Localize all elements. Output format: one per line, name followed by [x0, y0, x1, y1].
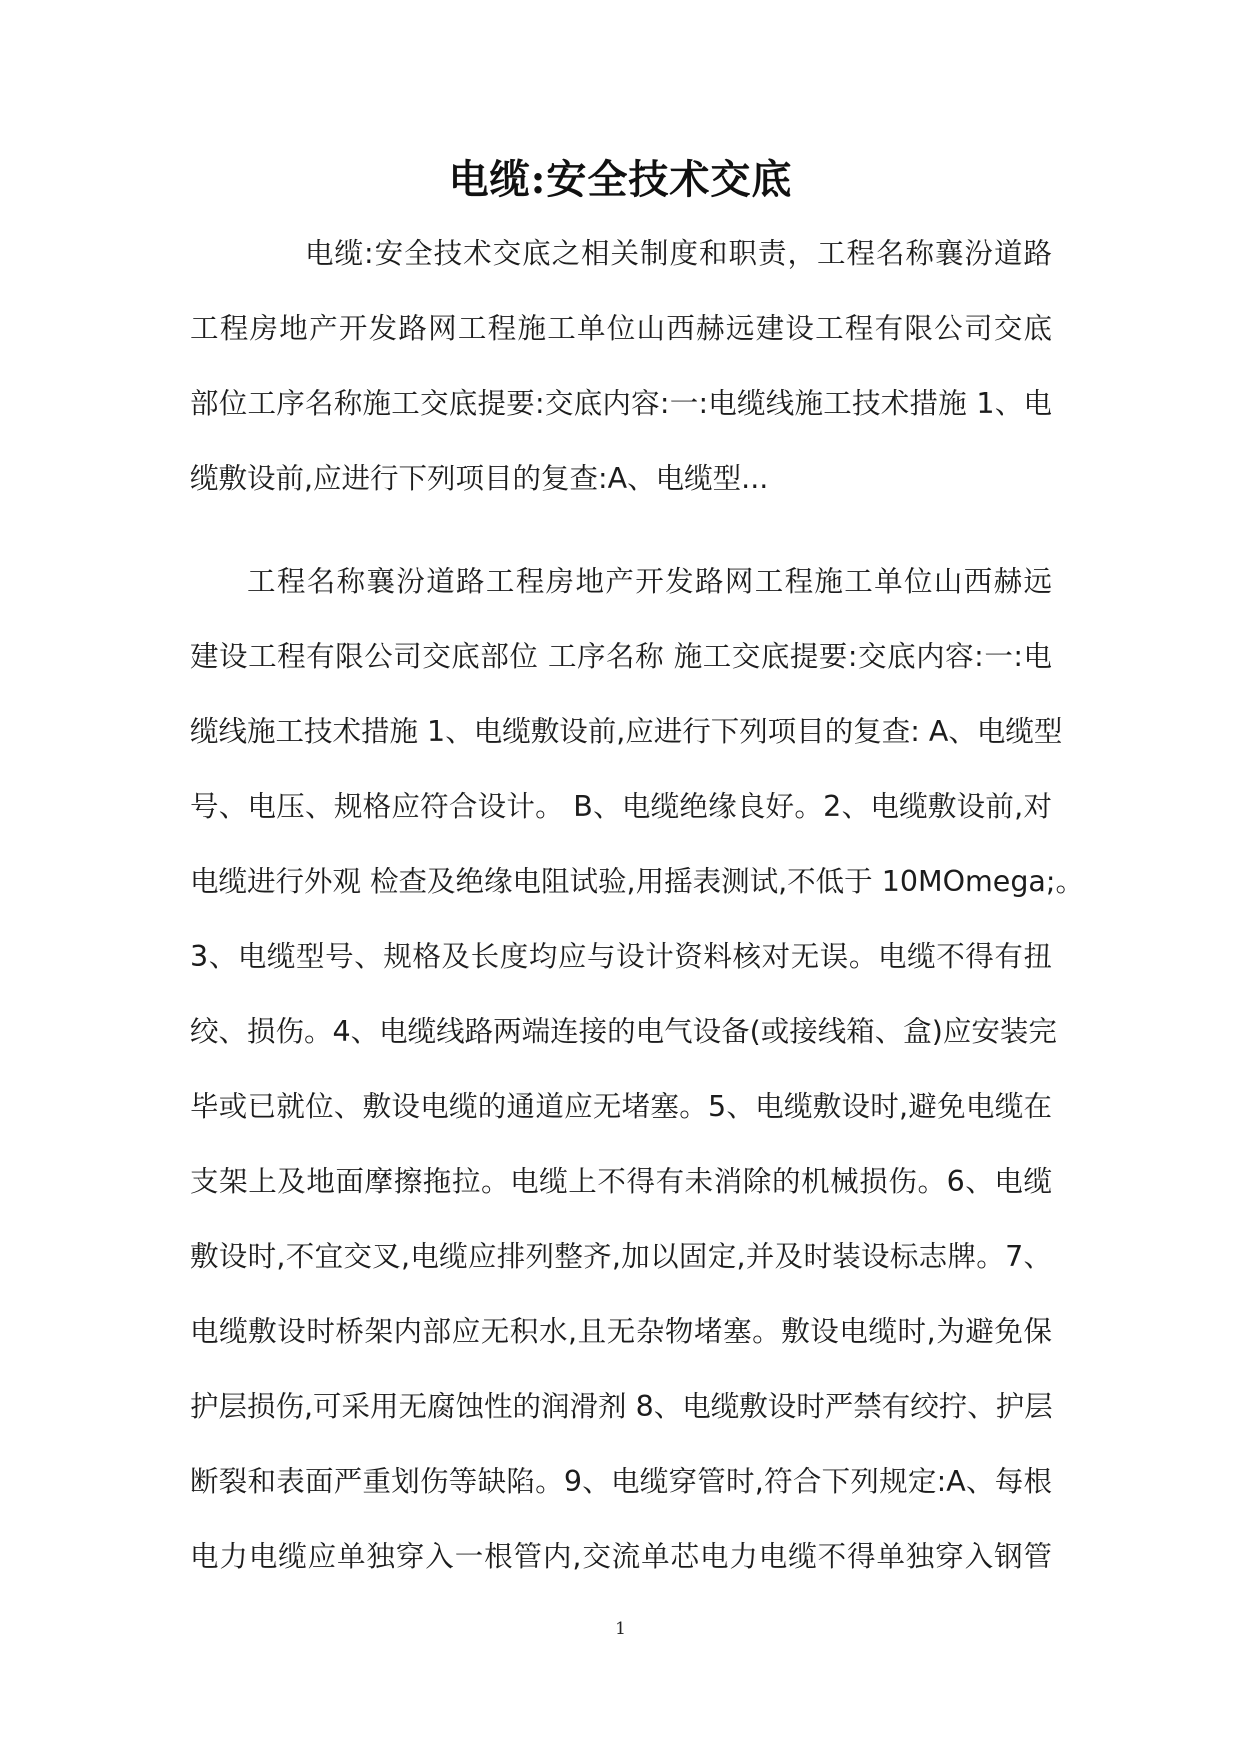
text-line: 缆敷设前,应进行下列项目的复查:A、电缆型...: [190, 462, 769, 495]
text-line: 工程名称襄汾道路工程房地产开发路网工程施工单位山西赫远: [247, 565, 1052, 598]
text-line: 建设工程有限公司交底部位 工序名称 施工交底提要:交底内容:一:电: [190, 640, 1052, 673]
text-line: 断裂和表面严重划伤等缺陷。9、电缆穿管时,符合下列规定:A、每根: [190, 1465, 1052, 1498]
text-line: 绞、损伤。4、电缆线路两端连接的电气设备(或接线箱、盒)应安装完: [190, 1015, 1057, 1048]
text-line: 部位工序名称施工交底提要:交底内容:一:电缆线施工技术措施 1、电: [190, 387, 1052, 420]
text-line: 号、电压、规格应符合设计。 B、电缆绝缘良好。2、电缆敷设前,对: [190, 790, 1052, 823]
text-line: 工程房地产开发路网工程施工单位山西赫远建设工程有限公司交底: [190, 312, 1052, 345]
text-line: 缆线施工技术措施 1、电缆敷设前,应进行下列项目的复查: A、电缆型: [190, 715, 1063, 748]
text-line: 电力电缆应单独穿入一根管内,交流单芯电力电缆不得单独穿入钢管: [190, 1540, 1052, 1573]
text-line: 护层损伤,可采用无腐蚀性的润滑剂 8、电缆敷设时严禁有绞拧、护层: [190, 1390, 1053, 1423]
page-number: 1: [615, 1619, 626, 1639]
text-line: 电缆:安全技术交底之相关制度和职责，工程名称襄汾道路: [305, 237, 1052, 270]
text-line: 毕或已就位、敷设电缆的通道应无堵塞。5、电缆敷设时,避免电缆在: [190, 1090, 1052, 1123]
document-title: 电缆:安全技术交底: [448, 156, 793, 203]
text-line: 电缆敷设时桥架内部应无积水,且无杂物堵塞。敷设电缆时,为避免保: [190, 1315, 1052, 1348]
text-line: 电缆进行外观 检查及绝缘电阻试验,用摇表测试,不低于 10MOmega;。: [190, 865, 1084, 898]
text-line: 支架上及地面摩擦拖拉。电缆上不得有未消除的机械损伤。6、电缆: [190, 1165, 1052, 1198]
text-line: 3、电缆型号、规格及长度均应与设计资料核对无误。电缆不得有扭: [190, 940, 1052, 973]
text-line: 敷设时,不宜交叉,电缆应排列整齐,加以固定,并及时装设标志牌。7、: [190, 1240, 1052, 1273]
